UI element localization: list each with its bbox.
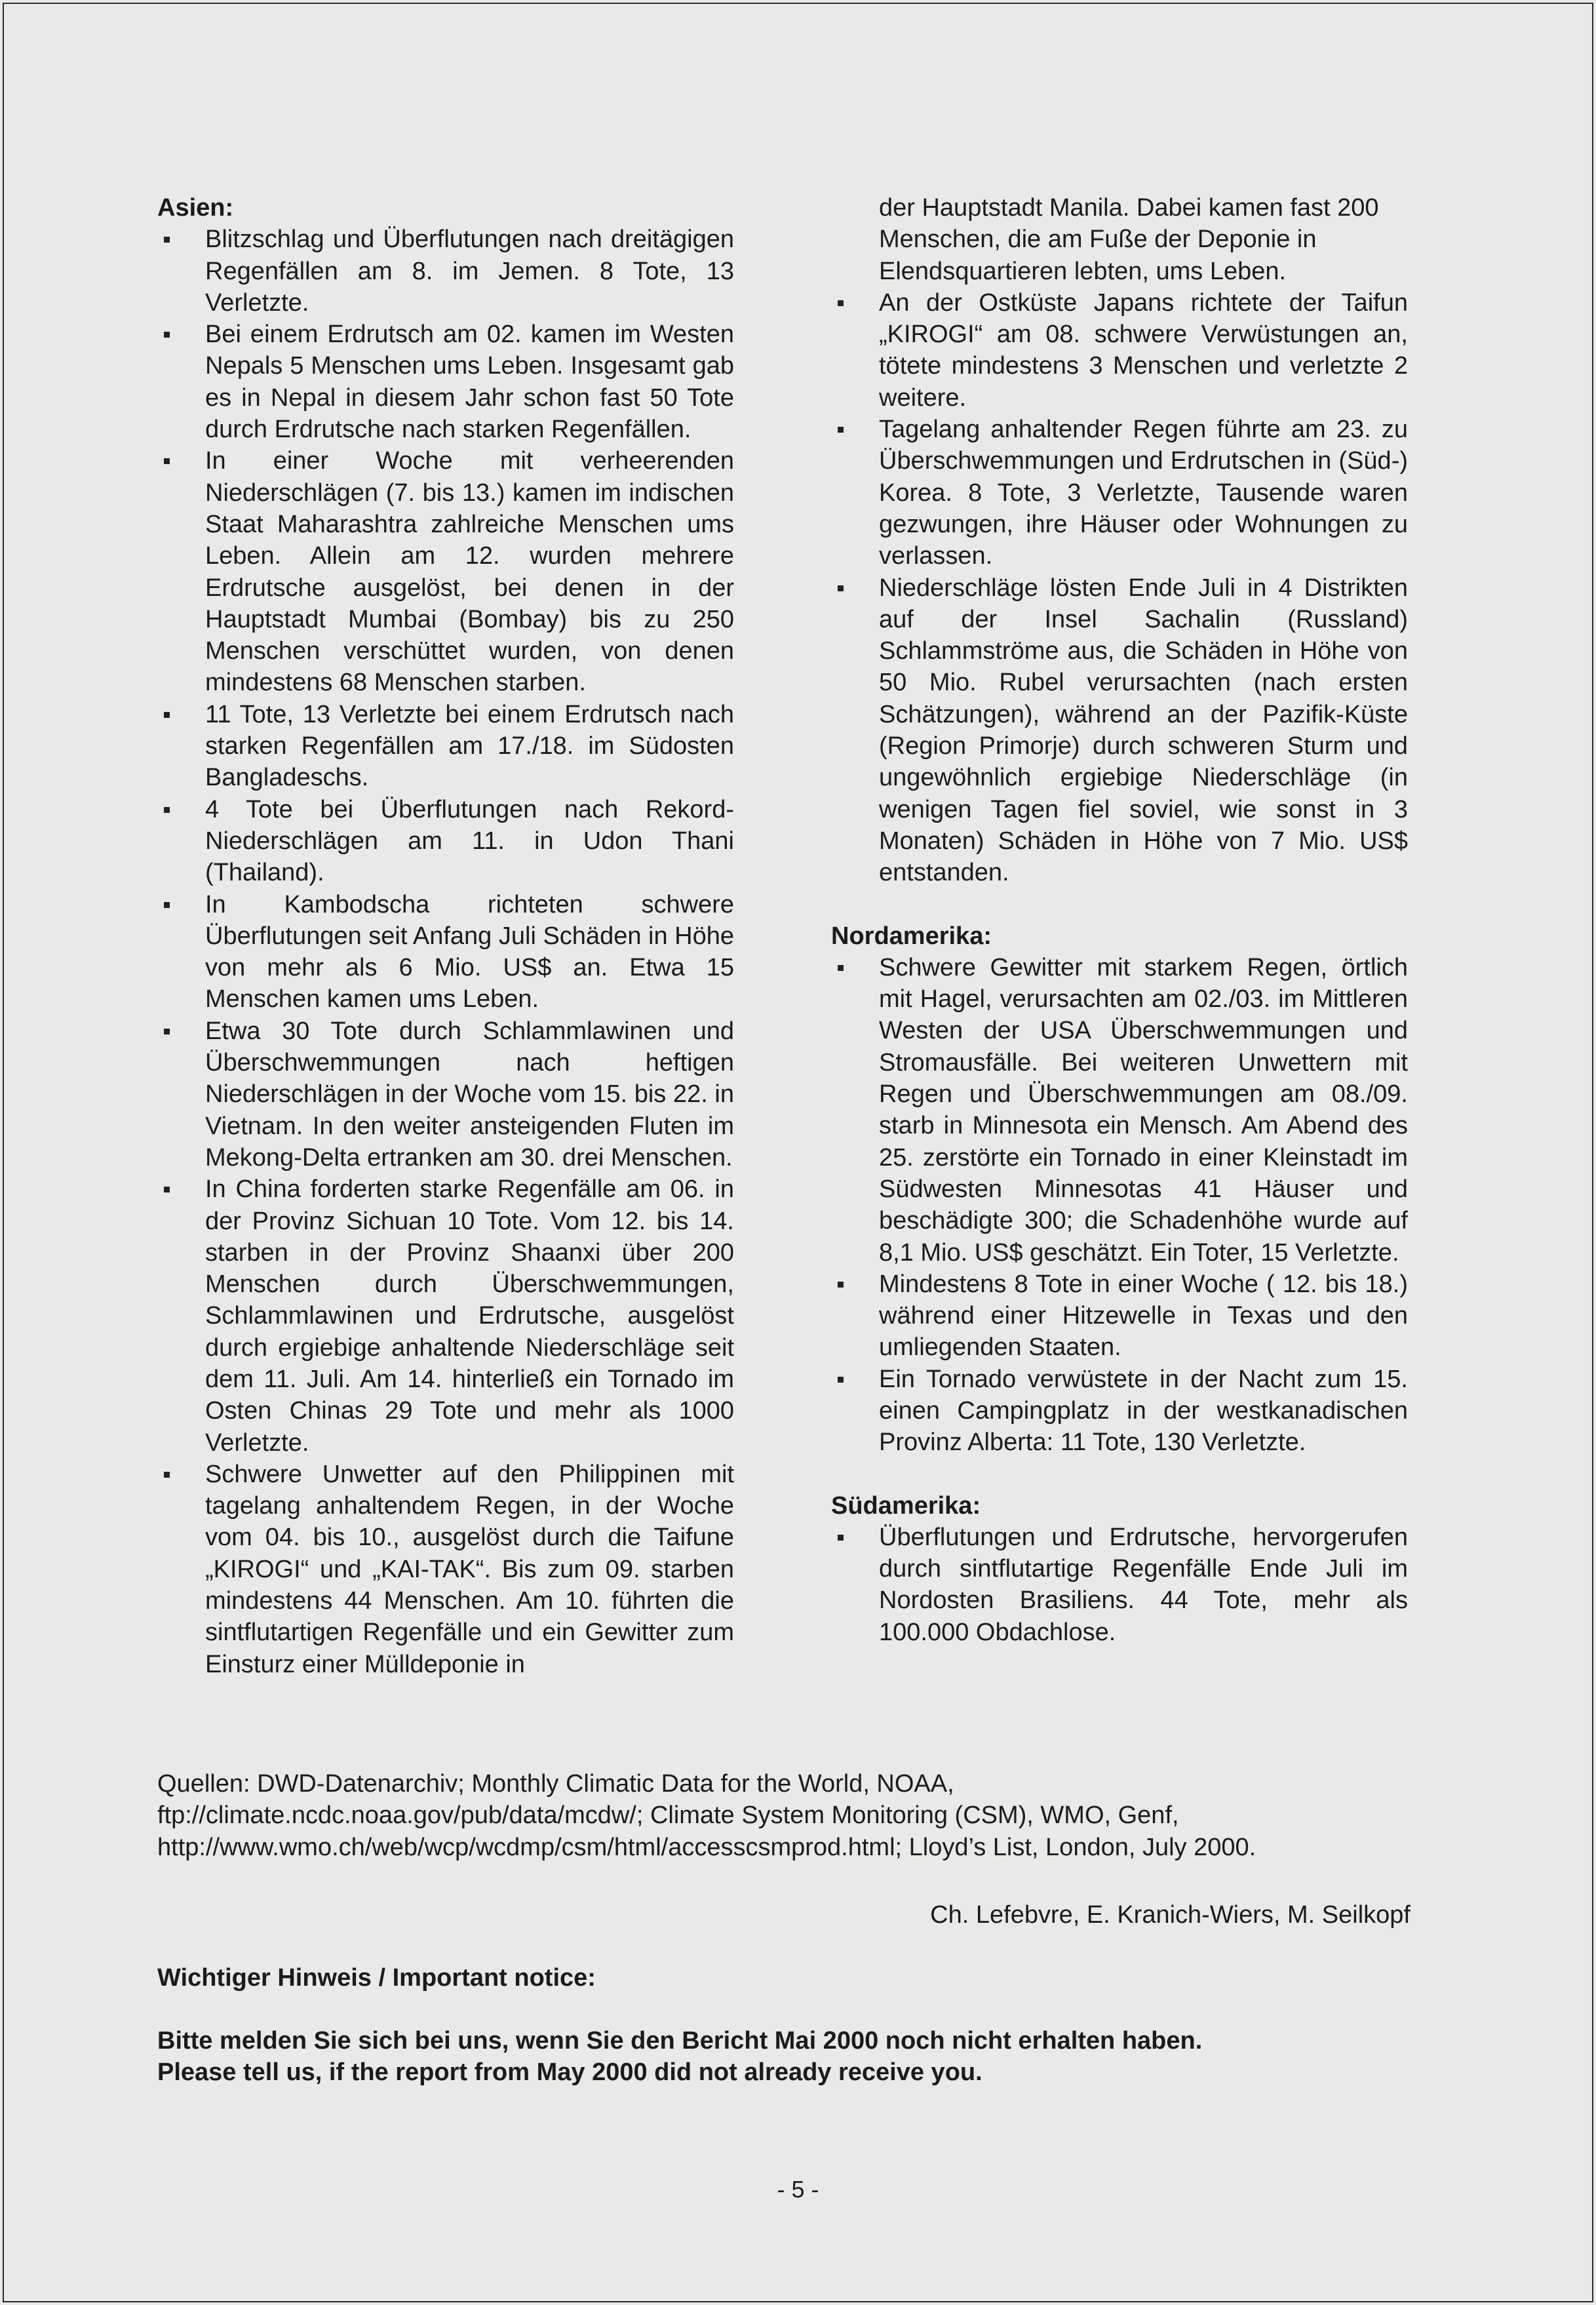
list-item: Bei einem Erdrutsch am 02. kamen im Westen Nepals 5 Menschen ums Leben. Insgesamt gab es in Nepal in diesem Jahr schon fast 50 Tote durch Erdrutsche nach starken Regenfällen. — [157, 319, 734, 445]
authors: Ch. Lefebvre, E. Kranich-Wiers, M. Seilkopf — [930, 1901, 1411, 1929]
list-item: Niederschläge lösten Ende Juli in 4 Distrikten auf der Insel Sachalin (Russland) Schlammströme aus, die Schäden in Höhe von 50 Mio. Rubel verursachten (nach ersten Schätzungen), während an der Pazifik-Küste (Region Primorje) durch schweren Sturm und ungewöhnlich ergiebige Niederschläge (in wenigen Tagen fiel soviel, wie sonst in 3 Monaten) Schäden in Höhe von 7 Mio. US$ entstanden. — [831, 572, 1408, 889]
list-item: An der Ostküste Japans richtete der Taifun „KIROGI“ am 08. schwere Verwüstungen an, tötete mindestens 3 Menschen und verletzte 2 weitere. — [831, 287, 1408, 414]
notice-line-en: Please tell us, if the report from May 2000 did not already receive you. — [157, 2059, 983, 2087]
section-heading-asien: Asien: — [157, 194, 234, 222]
notice-text — [157, 2025, 1442, 2089]
list-item: 11 Tote, 13 Verletzte bei einem Erdrutsch nach starken Regenfällen am 17./18. im Südosten Bangladeschs. — [157, 699, 734, 794]
nordamerika-list — [831, 952, 1408, 1459]
section-heading-nordamerika: Nordamerika: — [831, 922, 992, 950]
list-item: Mindestens 8 Tote in einer Woche ( 12. bis 18.) während einer Hitzewelle in Texas und den umliegenden Staaten. — [831, 1269, 1408, 1364]
list-item: Schwere Gewitter mit starkem Regen, örtlich mit Hagel, verursachten am 02./03. im Mittleren Westen der USA Überschwemmungen und Stromausfälle. Bei weiteren Unwettern mit Regen und Überschwemmungen am 08./09. starb in Minnesota ein Mensch. Am Abend des 25. zerstörte ein Tornado in einer Kleinstadt im Südwesten Minnesotas 41 Häuser und beschädigte 300; die Schadenhöhe wurde auf 8,1 Mio. US$ geschätzt. Ein Toter, 15 Verletzte. — [831, 952, 1408, 1269]
section-heading-suedamerika: Südamerika: — [831, 1491, 981, 1520]
notice-heading: Wichtiger Hinweis / Important notice: — [157, 1964, 596, 1992]
asien-list-continued — [831, 287, 1408, 889]
notice-line-de: Bitte melden Sie sich bei uns, wenn Sie den Bericht Mai 2000 noch nicht erhalten haben. — [157, 2027, 1203, 2055]
page-number: - 5 - — [777, 2176, 819, 2203]
list-item: In China forderten starke Regenfälle am 06. in der Provinz Sichuan 10 Tote. Vom 12. bis 14. starben in der Provinz Shaanxi über 200 Menschen durch Überschwemmungen, Schlammlawinen und Erdrutsche, ausgelöst durch ergiebige anhaltende Niederschläge seit dem 11. Juli. Am 14. hinterließ ein Tornado im Osten Chinas 29 Tote und mehr als 1000 Verletzte. — [157, 1173, 734, 1459]
right-column — [831, 192, 1408, 1648]
list-item: Etwa 30 Tote durch Schlammlawinen und Überschwemmungen nach heftigen Niederschlägen in der Woche vom 15. bis 22. in Vietnam. In den weiter ansteigenden Fluten im Mekong-Delta ertranken am 30. drei Menschen. — [157, 1015, 734, 1173]
list-item: 4 Tote bei Überflutungen nach Rekord-Niederschlägen am 11. in Udon Thani (Thailand). — [157, 794, 734, 889]
sources-block — [157, 1768, 1442, 1863]
list-item: In Kambodscha richteten schwere Überflutungen seit Anfang Juli Schäden in Höhe von mehr als 6 Mio. US$ an. Etwa 15 Menschen kamen ums Leben. — [157, 889, 734, 1015]
left-column — [157, 192, 734, 1680]
list-item: In einer Woche mit verheerenden Niederschlägen (7. bis 13.) kamen im indischen Staat Maharashtra zahlreiche Menschen ums Leben. Allein am 12. wurden mehrere Erdrutsche ausgelöst, bei denen in der Hauptstadt Mumbai (Bombay) bis zu 250 Menschen verschüttet wurden, von denen mindestens 68 Menschen starben. — [157, 445, 734, 698]
asien-list — [157, 224, 734, 1680]
sources-line: Quellen: DWD-Datenarchiv; Monthly Climatic Data for the World, NOAA, — [157, 1770, 954, 1798]
suedamerika-list — [831, 1522, 1408, 1648]
sources-line: ftp://climate.ncdc.noaa.gov/pub/data/mcdw/; Climate System Monitoring (CSM), WMO, Genf, — [157, 1802, 1179, 1830]
list-item: Blitzschlag und Überflutungen nach dreitägigen Regenfällen am 8. im Jemen. 8 Tote, 13 Verletzte. — [157, 224, 734, 319]
list-item: Tagelang anhaltender Regen führte am 23. zu Überschwemmungen und Erdrutschen in (Süd-) Korea. 8 Tote, 3 Verletzte, Tausende waren gezwungen, ihre Häuser oder Wohnungen zu verlassen. — [831, 414, 1408, 572]
list-item: Überflutungen und Erdrutsche, hervorgerufen durch sintflutartige Regenfälle Ende Juli im Nordosten Brasiliens. 44 Tote, mehr als 100.000 Obdachlose. — [831, 1522, 1408, 1648]
sources-line: http://www.wmo.ch/web/wcp/wcdmp/csm/html/accesscsmprod.html; Lloyd’s List, London, July 2000. — [157, 1833, 1256, 1861]
list-item-continuation: der Hauptstadt Manila. Dabei kamen fast 200 Menschen, die am Fuße der Deponie in Elendsquartieren lebten, ums Leben. — [879, 194, 1379, 285]
list-item: Ein Tornado verwüstete in der Nacht zum 15. einen Campingplatz in der westkanadischen Provinz Alberta: 11 Tote, 130 Verletzte. — [831, 1364, 1408, 1459]
list-item: Schwere Unwetter auf den Philippinen mit tagelang anhaltendem Regen, in der Woche vom 04. bis 10., ausgelöst durch die Taifune „KIROGI“ und „KAI-TAK“. Bis zum 09. starben mindestens 44 Menschen. Am 10. führten die sintflutartigen Regenfälle und ein Gewitter zum Einsturz einer Mülldeponie in — [157, 1459, 734, 1680]
